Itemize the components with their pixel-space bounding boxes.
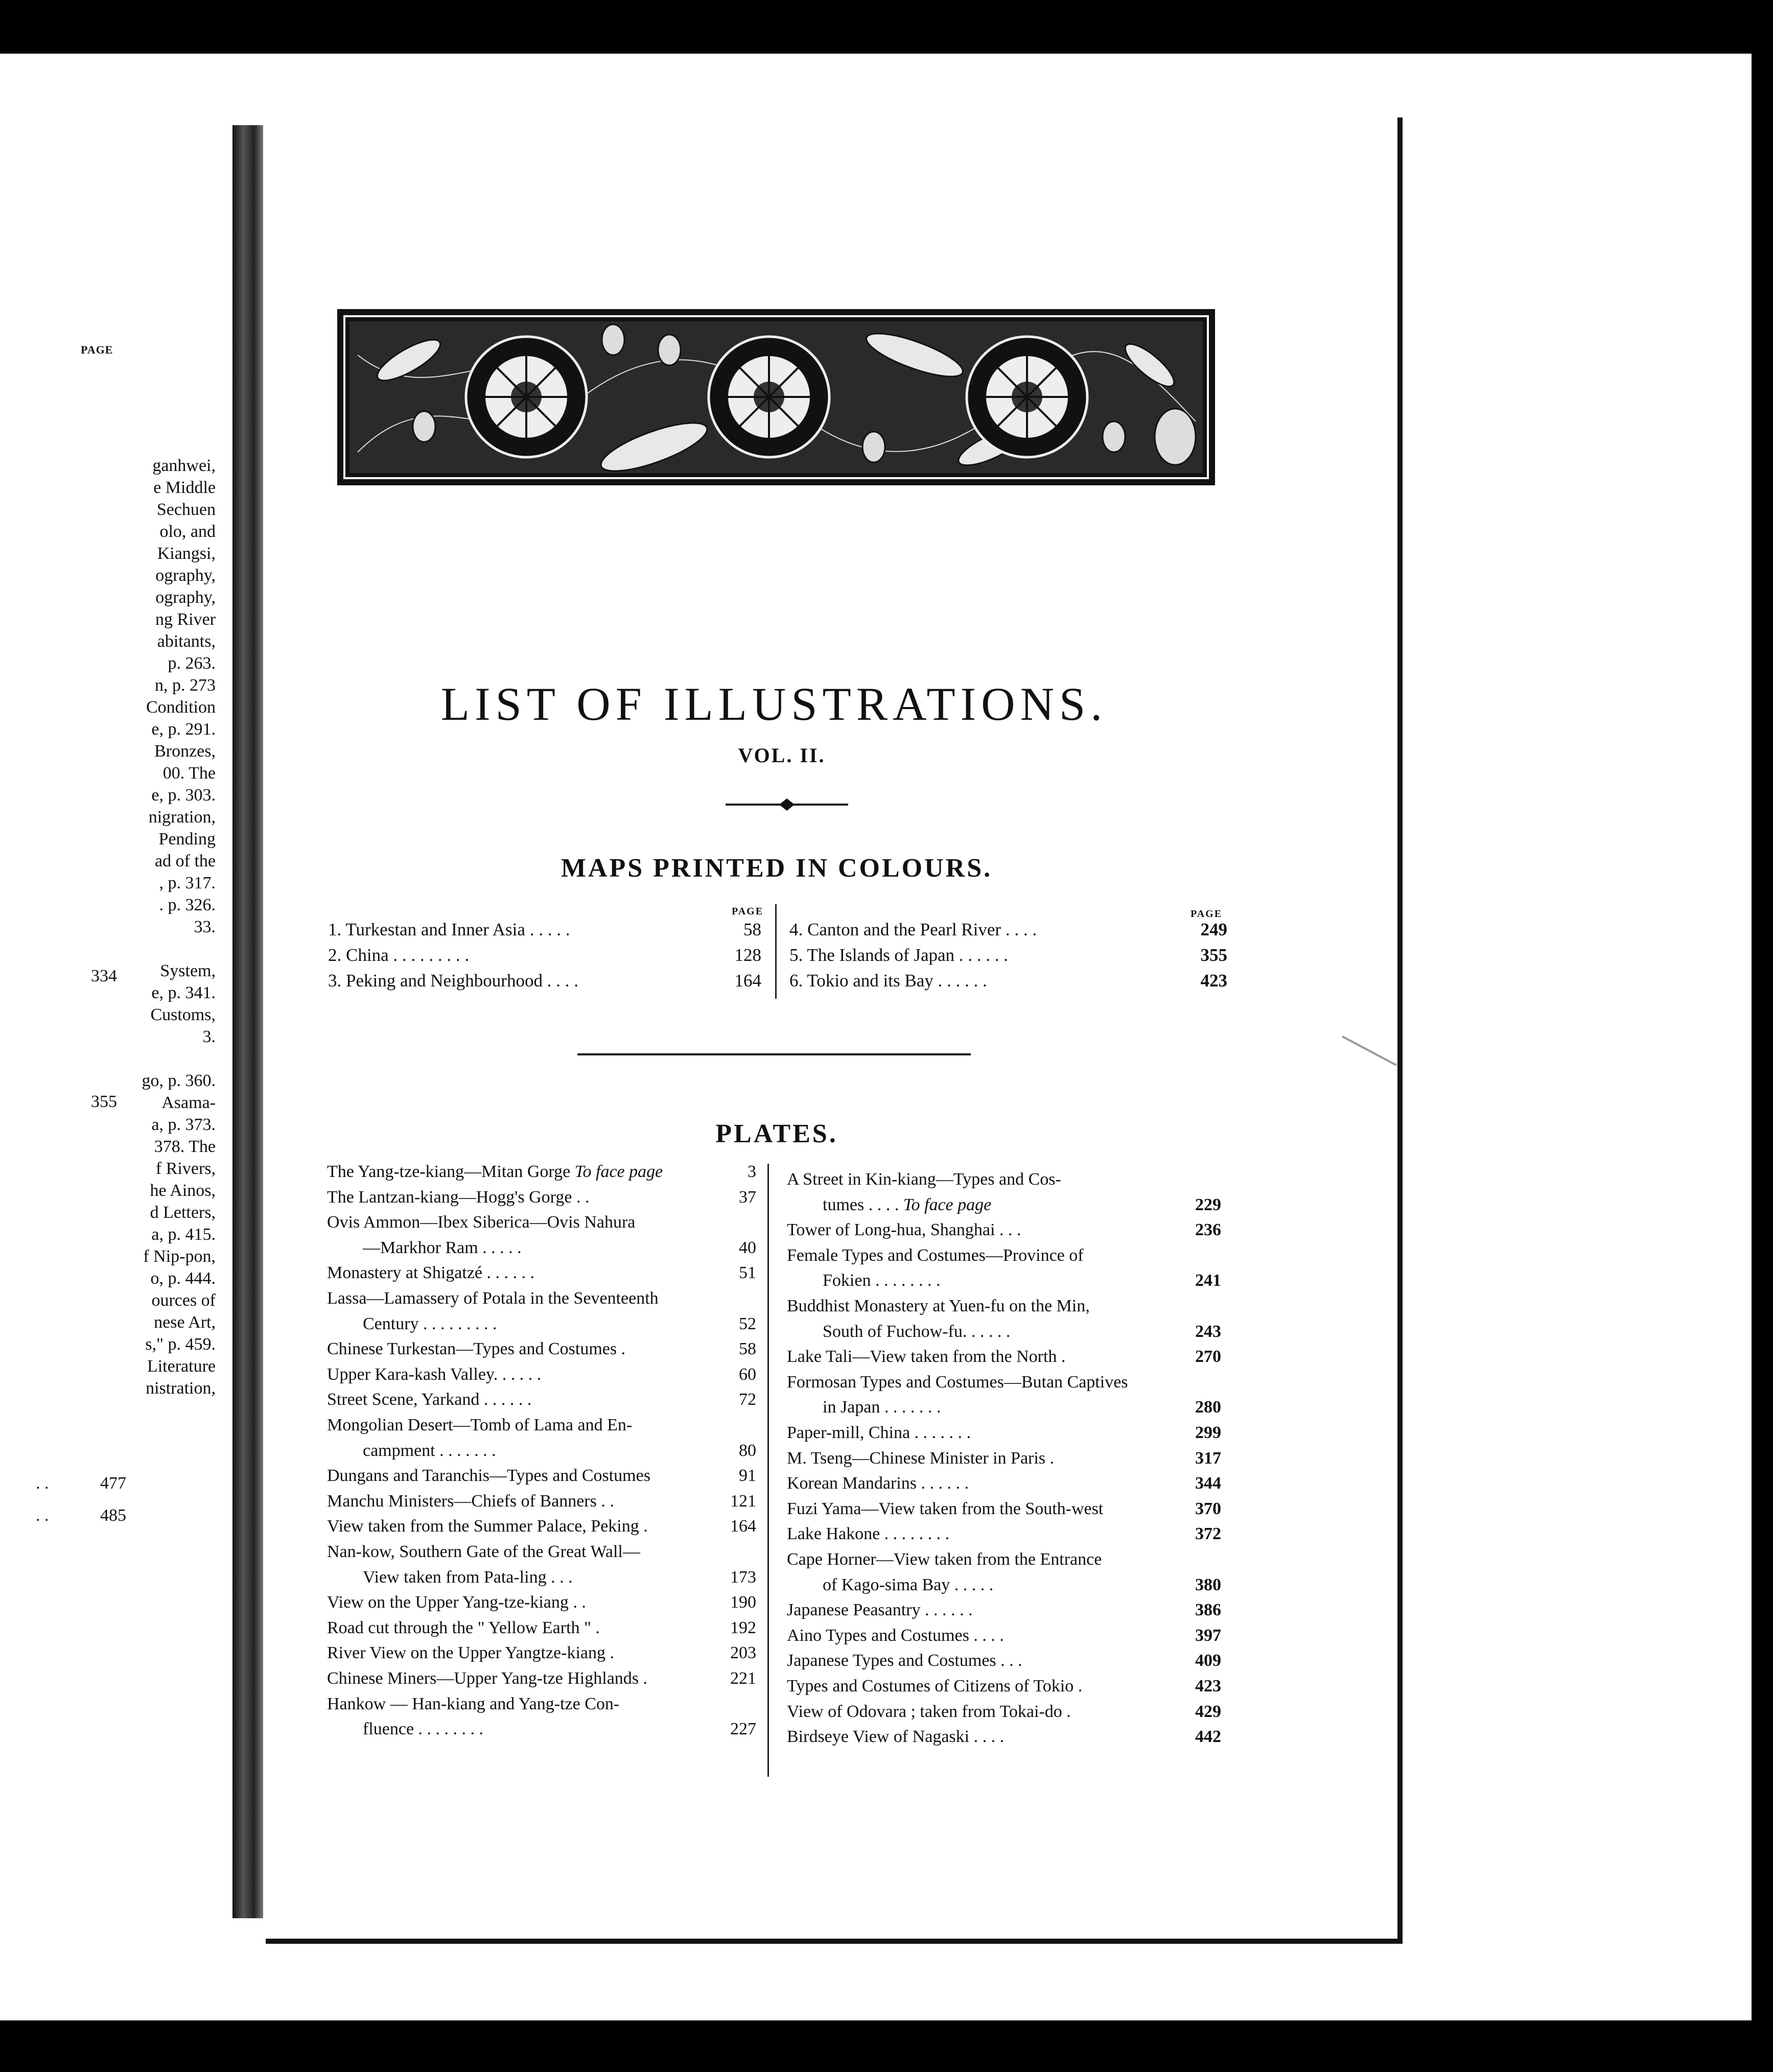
plate-page-number: 3: [748, 1162, 756, 1181]
plate-page-number: 173: [730, 1568, 756, 1587]
plate-list-item: [787, 1524, 949, 1544]
plate-list-item: [327, 1416, 632, 1435]
plate-page-number: 423: [1195, 1677, 1221, 1696]
fragment-line: . p. 326.: [159, 896, 216, 914]
plate-list-item: [363, 1314, 497, 1334]
plate-title: Hankow — Han-kiang and Yang-tze Con-: [327, 1694, 620, 1713]
volume-label: VOL. II.: [738, 744, 826, 767]
plate-title: Chinese Turkestan—Types and Costumes .: [327, 1339, 626, 1358]
plate-page-number: 203: [730, 1643, 756, 1662]
plate-title: View of Odovara ; taken from Tokai-do .: [787, 1702, 1071, 1721]
plate-page-number: 243: [1195, 1322, 1221, 1341]
plate-page-number: 221: [730, 1669, 756, 1688]
plate-list-item: [327, 1492, 614, 1511]
map-page-number: 164: [734, 971, 761, 991]
plate-list-item: [327, 1618, 600, 1638]
plate-page-number: 58: [739, 1339, 756, 1358]
plate-title: of Kago-sima Bay . . . . .: [823, 1575, 994, 1594]
plate-list-item: [787, 1220, 1021, 1240]
plate-list-item: [327, 1542, 640, 1562]
plate-title: Street Scene, Yarkand . . . . . .: [327, 1390, 532, 1409]
fragment-line: e Middle: [153, 478, 216, 497]
plate-title: Birdseye View of Nagaski . . . .: [787, 1727, 1005, 1746]
previous-page-fragment: [0, 117, 225, 1936]
plate-list-item: [787, 1347, 1065, 1367]
plate-list-item: [327, 1365, 541, 1384]
plate-title: View taken from Pata-ling . . .: [363, 1568, 573, 1587]
plate-page-number: 397: [1195, 1626, 1221, 1645]
plate-title: Paper-mill, China . . . . . . .: [787, 1423, 971, 1442]
plate-title: Monastery at Shigatzé . . . . . .: [327, 1263, 535, 1282]
plate-page-number: 280: [1195, 1398, 1221, 1417]
plate-title: Japanese Peasantry . . . . . .: [787, 1600, 973, 1619]
plate-list-item: [327, 1162, 663, 1182]
plate-list-item: [787, 1651, 1022, 1670]
fragment-line: nese Art,: [154, 1313, 216, 1332]
plate-page-number: 164: [730, 1517, 756, 1536]
plate-page-number: 344: [1195, 1474, 1221, 1493]
plate-title: Century . . . . . . . . .: [363, 1314, 497, 1333]
plate-title: Dungans and Taranchis—Types and Costumes: [327, 1466, 650, 1485]
plate-page-number: 317: [1195, 1449, 1221, 1468]
book-spine: [232, 125, 263, 1918]
plate-spacer: [899, 1195, 903, 1214]
fragment-line: o, p. 444.: [150, 1269, 216, 1288]
plate-list-item: [787, 1550, 1102, 1569]
plate-title: —Markhor Ram . . . . .: [363, 1238, 522, 1257]
plate-page-number: 37: [739, 1188, 756, 1207]
fragment-line: olo, and: [159, 522, 216, 541]
plate-list-item: [327, 1466, 650, 1486]
plate-title: Nan-kow, Southern Gate of the Great Wall—: [327, 1542, 640, 1561]
plate-page-number: 190: [730, 1593, 756, 1612]
plate-list-item: [327, 1593, 586, 1612]
fragment-line: Condition: [146, 698, 216, 717]
fragment-line: Customs,: [150, 1005, 216, 1024]
fragment-line: ography,: [155, 566, 216, 585]
fragment-line: a, p. 373.: [151, 1115, 216, 1134]
map-list-item: 3. Peking and Neighbourhood . . . .: [328, 971, 578, 991]
plate-title: Road cut through the " Yellow Earth " .: [327, 1618, 600, 1637]
fragment-line: s," p. 459.: [145, 1335, 216, 1354]
plate-title: tumes . . . .: [823, 1195, 899, 1214]
plate-list-item: [787, 1702, 1071, 1722]
plate-list-item: [327, 1213, 635, 1232]
fragment-line: n, p. 273: [155, 676, 216, 695]
fragment-page-label: PAGE: [81, 343, 113, 356]
plate-page-number: 60: [739, 1365, 756, 1384]
plate-title: fluence . . . . . . . .: [363, 1720, 484, 1738]
fragment-line: Literature: [147, 1357, 216, 1376]
fragment-line: a, p. 415.: [151, 1225, 216, 1244]
plate-list-item: [327, 1643, 614, 1663]
plate-list-item: [327, 1188, 589, 1207]
plate-title: A Street in Kin-kiang—Types and Cos-: [787, 1170, 1061, 1189]
plate-title: Korean Mandarins . . . . . .: [787, 1474, 969, 1493]
plate-title: Upper Kara-kash Valley. . . . . .: [327, 1365, 542, 1384]
plate-page-number: 442: [1195, 1727, 1221, 1746]
fragment-line: Bronzes,: [154, 742, 216, 761]
plate-title: Types and Costumes of Citizens of Tokio .: [787, 1677, 1083, 1696]
fragment-line: System,: [160, 961, 216, 980]
fragment-line: Pending: [158, 830, 216, 849]
plate-page-number: 91: [739, 1466, 756, 1485]
plate-list-item: [787, 1499, 1103, 1519]
plate-list-item: [787, 1626, 1004, 1645]
fragment-line: 33.: [194, 917, 216, 936]
fragment-page-number: 334: [91, 967, 117, 985]
plate-list-item: [363, 1720, 483, 1739]
section-rule: [577, 1053, 971, 1055]
map-list-item: 5. The Islands of Japan . . . . . .: [789, 945, 1009, 965]
map-list-item: 6. Tokio and its Bay . . . . . .: [789, 971, 987, 991]
column-divider: [767, 1164, 769, 1777]
plate-page-number: 72: [739, 1390, 756, 1409]
plate-list-item: [787, 1170, 1061, 1189]
plate-page-number: 270: [1195, 1347, 1221, 1366]
fragment-line: abitants,: [157, 632, 216, 651]
plate-list-item: [363, 1238, 522, 1258]
plate-page-number: 386: [1195, 1600, 1221, 1619]
plate-list-item: [823, 1195, 991, 1215]
plate-title: Tower of Long-hua, Shanghai . . .: [787, 1220, 1021, 1239]
maps-section-title: MAPS PRINTED IN COLOURS.: [561, 854, 993, 883]
plate-page-number: 429: [1195, 1702, 1221, 1721]
plate-title: Fuzi Yama—View taken from the South-west: [787, 1499, 1104, 1518]
plate-title: Formosan Types and Costumes—Butan Captives: [787, 1373, 1128, 1392]
plate-list-item: [823, 1398, 941, 1417]
fragment-line: ganhwei,: [152, 456, 216, 475]
plate-title: View on the Upper Yang-tze-kiang . .: [327, 1593, 586, 1612]
plate-page-number: 299: [1195, 1423, 1221, 1442]
to-face-page-label: To face page: [574, 1162, 663, 1181]
plate-list-item: [363, 1568, 573, 1587]
plate-title: Mongolian Desert—Tomb of Lama and En-: [327, 1416, 633, 1434]
plate-title: in Japan . . . . . . .: [823, 1398, 941, 1417]
fragment-line: go, p. 360.: [142, 1071, 216, 1090]
maps-page-column-label: PAGE: [732, 906, 764, 917]
map-page-number: 423: [1200, 971, 1227, 991]
fragment-line: e, p. 303.: [151, 786, 216, 805]
plate-title: River View on the Upper Yangtze-kiang .: [327, 1643, 614, 1662]
plate-list-item: [787, 1423, 971, 1443]
fragment-leader-dots: . .: [36, 1506, 49, 1525]
plate-title: The Yang-tze-kiang—Mitan Gorge: [327, 1162, 571, 1181]
plate-page-number: 51: [739, 1263, 756, 1282]
fragment-line: Kiangsi,: [157, 544, 216, 563]
plate-spacer: [570, 1162, 575, 1181]
fragment-line: ources of: [151, 1291, 216, 1310]
plate-title: The Lantzan-kiang—Hogg's Gorge . .: [327, 1188, 590, 1207]
plates-section-title: PLATES.: [715, 1119, 838, 1148]
plate-title: Japanese Types and Costumes . . .: [787, 1651, 1022, 1670]
fragment-line: d Letters,: [150, 1203, 216, 1222]
map-page-number: 128: [734, 945, 761, 965]
fragment-line: ad of the: [155, 852, 216, 870]
plate-page-number: 372: [1195, 1524, 1221, 1543]
plate-list-item: [787, 1474, 969, 1493]
to-face-page-label: To face page: [903, 1195, 992, 1214]
fragment-page-number: 477: [100, 1474, 126, 1493]
fragment-page-number: 485: [100, 1506, 126, 1525]
fragment-line: f Nip-pon,: [143, 1247, 216, 1266]
column-divider: [775, 904, 777, 999]
fragment-line: Asama-: [161, 1093, 216, 1112]
fragment-line: e, p. 341.: [151, 983, 216, 1002]
plate-page-number: 80: [739, 1441, 756, 1460]
fragment-line: nistration,: [146, 1379, 216, 1398]
plate-page-number: 380: [1195, 1575, 1221, 1594]
plate-page-number: 52: [739, 1314, 756, 1333]
fragment-line: ography,: [155, 588, 216, 607]
map-page-number: 58: [743, 920, 761, 939]
plate-list-item: [787, 1246, 1084, 1265]
plate-list-item: [787, 1297, 1090, 1316]
dash-ornament: [726, 797, 848, 812]
plate-list-item: [327, 1289, 659, 1308]
plate-page-number: 192: [730, 1618, 756, 1637]
plate-list-item: [787, 1677, 1082, 1696]
fragment-line: 00. The: [162, 764, 216, 783]
map-list-item: 1. Turkestan and Inner Asia . . . . .: [328, 920, 570, 939]
plate-title: Chinese Miners—Upper Yang-tze Highlands .: [327, 1669, 648, 1688]
plate-page-number: 236: [1195, 1220, 1221, 1239]
fragment-line: ng River: [155, 610, 216, 629]
plate-list-item: [823, 1575, 993, 1595]
fragment-line: he Ainos,: [150, 1181, 216, 1200]
plate-list-item: [823, 1271, 940, 1290]
plate-title: campment . . . . . . .: [363, 1441, 496, 1460]
plate-page-number: 229: [1195, 1195, 1221, 1214]
fragment-line: e, p. 291.: [151, 720, 216, 739]
fragment-line: f Rivers,: [155, 1159, 216, 1178]
map-list-item: 4. Canton and the Pearl River . . . .: [789, 920, 1037, 939]
floral-ornament-band: [337, 309, 1215, 485]
plate-list-item: [327, 1390, 531, 1409]
plate-list-item: [823, 1322, 1010, 1341]
plate-title: Buddhist Monastery at Yuen-fu on the Min,: [787, 1297, 1090, 1315]
plate-list-item: [787, 1727, 1004, 1747]
page-title: LIST OF ILLUSTRATIONS.: [440, 678, 1108, 730]
plate-title: Aino Types and Costumes . . . .: [787, 1626, 1004, 1645]
plate-title: Fokien . . . . . . . .: [823, 1271, 941, 1290]
fragment-line: 3.: [202, 1027, 216, 1046]
plate-title: Lake Hakone . . . . . . . .: [787, 1524, 950, 1543]
plate-list-item: [327, 1517, 648, 1536]
plate-title: Lassa—Lamassery of Potala in the Seventeenth: [327, 1289, 659, 1308]
plate-page-number: 121: [730, 1492, 756, 1511]
plate-list-item: [363, 1441, 496, 1461]
fragment-line: nigration,: [148, 808, 216, 827]
plate-list-item: [787, 1373, 1128, 1392]
fragment-line: , p. 317.: [159, 874, 216, 892]
plate-list-item: [327, 1669, 647, 1688]
fragment-line: p. 263.: [168, 654, 216, 673]
fragment-line: 378. The: [154, 1137, 216, 1156]
plate-list-item: [787, 1449, 1054, 1468]
plate-title: Ovis Ammon—Ibex Siberica—Ovis Nahura: [327, 1213, 636, 1232]
plate-page-number: 370: [1195, 1499, 1221, 1518]
plate-title: M. Tseng—Chinese Minister in Paris .: [787, 1449, 1055, 1468]
plate-title: Manchu Ministers—Chiefs of Banners . .: [327, 1492, 614, 1511]
plate-list-item: [327, 1263, 534, 1283]
map-list-item: 2. China . . . . . . . . .: [328, 945, 470, 965]
map-page-number: 249: [1200, 920, 1227, 939]
plate-list-item: [327, 1339, 625, 1359]
plate-title: Cape Horner—View taken from the Entrance: [787, 1550, 1102, 1569]
fragment-page-number: 355: [91, 1092, 117, 1111]
plate-title: View taken from the Summer Palace, Peking .: [327, 1517, 648, 1536]
plate-title: Lake Tali—View taken from the North .: [787, 1347, 1066, 1366]
plate-title: Female Types and Costumes—Province of: [787, 1246, 1084, 1265]
plate-list-item: [327, 1694, 619, 1714]
fragment-leader-dots: . .: [36, 1474, 49, 1493]
plate-page-number: 40: [739, 1238, 756, 1257]
fragment-line: Sechuen: [156, 500, 216, 519]
map-page-number: 355: [1200, 945, 1227, 965]
plate-page-number: 409: [1195, 1651, 1221, 1670]
plate-title: South of Fuchow-fu. . . . . .: [823, 1322, 1011, 1341]
plate-page-number: 241: [1195, 1271, 1221, 1290]
maps-page-column-label: PAGE: [1191, 908, 1223, 920]
plate-page-number: 227: [730, 1720, 756, 1738]
plate-list-item: [787, 1600, 973, 1620]
